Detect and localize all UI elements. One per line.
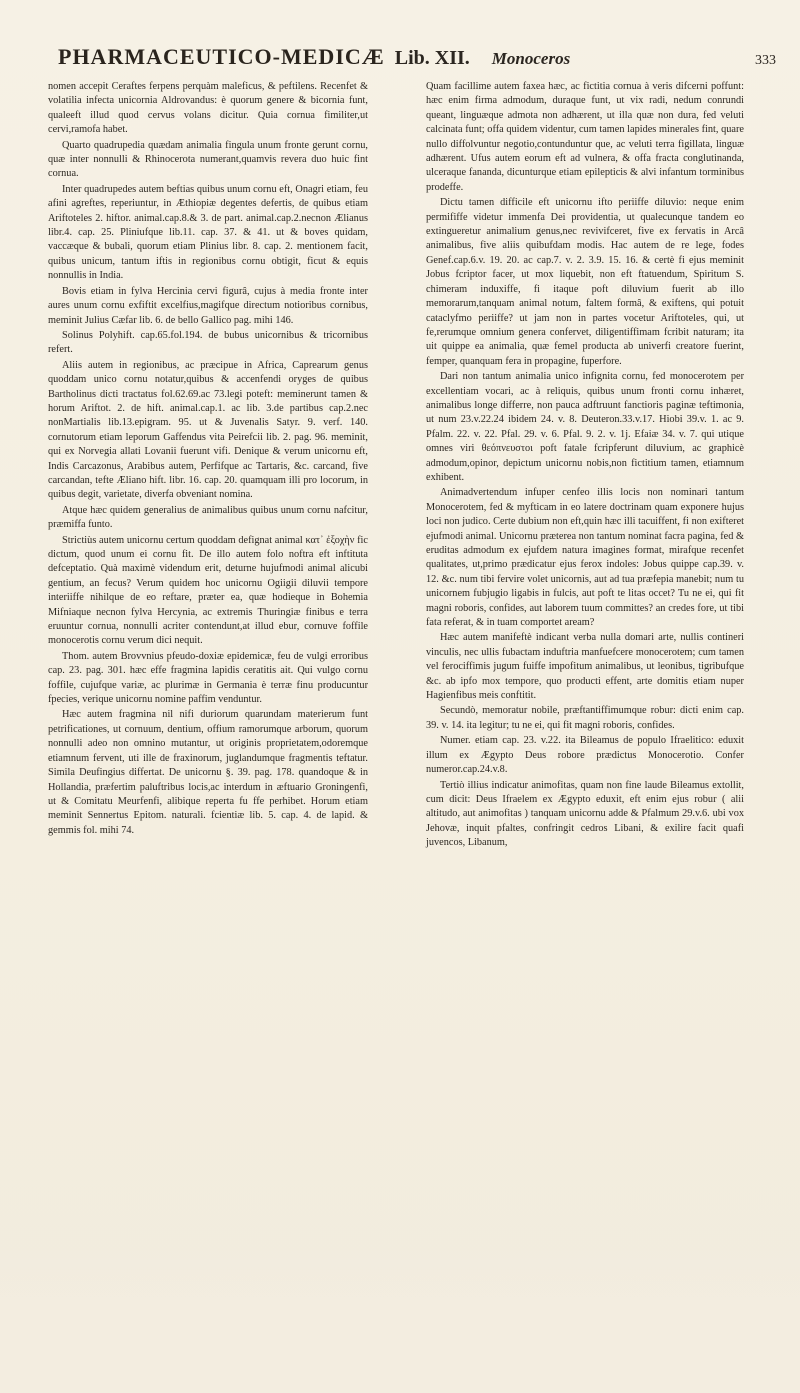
paragraph: Atque hæc quidem generalius de animalibus quibus unum cornu nafcitur, præmiffa funto.	[48, 504, 368, 531]
paragraph: Animadvertendum infuper cenfeo illis locis non nominari tantum Monocerotem, fed & myfticam in eo latere doctrinam quam exponere hujus loci non judico. Certe dubium non eft,quin hæc illi tacuiffent, fi non exifteret ejufmodi animal. Unicornu præterea non tantum nominat facra pagina, fed & eruditas admodum ex ejufdem natura imagines format, mirafque recenfet qualitates, ut,primo prædicatur ejus ferox indoles: Jobus quippe cap.39. v. 12. &c. num tibi fervire volet unicornis, aut ad tua præfepia manebit; num tu unicornem fubjugio ligabis in fulcis, aut poft te litas occet? Tu ne ei, qui fit magni roboris, confides, aut laborem tuum committes? an credes fore, ut tibi fata referat, & in tuam comportet aream?	[426, 487, 744, 629]
running-header	[58, 44, 782, 74]
book-number: Lib. XII.	[394, 47, 470, 69]
right-column	[426, 80, 744, 851]
paragraph: Dari non tantum animalia unico infignita cornu, fed monocerotem per excellentiam vocari, ac à reliquis, quibus unum fronti cornu inhæret, animalibus longe differre, non pauca adftruunt fanctioris paginæ teftimonia, ut num 23.v.22.24 ibidem 24. v. 8. Deuteron.33.v.17. Hiobi 39.v. 1. ac 9. Pfalm. 22. v. 22. Pfal. 29. v. 6. Pfal. 9. 2. v. 1j. Efaiæ 34. v. 7. qui utique omnes viri θεόπνευστοι poft fatale fcripferunt diluvium, ac graphicè admodum,opinor, depictum unicornu nobis,non fictitium tamen, etiamnum exhibent.	[426, 371, 744, 483]
paragraph: Secundò, memoratur nobile, præftantiffimumque robur: dicti enim cap. 39. v. 14. ita legitur; tu ne ei, qui fit magni roboris, confides.	[426, 705, 744, 731]
paragraph: nomen accepit Ceraftes ferpens perquàm maleficus, & peftilens. Recenfet & volatilia infecta unicornia Aldrovandus: è quorum genere & bicornia funt, qualeeft illud quod cervus volans dicitur. Quia cornua fimiliter,ut cervi,ramofa habet.	[48, 81, 368, 136]
paragraph: Inter quadrupedes autem beftias quibus unum cornu eft, Onagri etiam, feu afini agreftes, reperiuntur, in Æthiopiæ degentes defertis, de quibus etiam Ariftoteles 2. hiftor. animal.cap.8.& 3. de part. animal.cap.2.necnon Ælianus libr.4. cap. 25. Pliniufque lib.11. cap. 37. & 41. ut & boves quidam, vaccæque & bubali, quorum etiam Plinius libr. 8. cap. 2. mentionem facit, quibus unicum, tantum iftis in regionibus cornu obtigit, ficut & equis nonnullis in India.	[48, 183, 368, 282]
paragraph: Thom. autem Brovvnius pfeudo-doxiæ epidemicæ, feu de vulgi erroribus cap. 23. pag. 301. hæc effe fragmina lapidis ceratitis ait. Qui vulgo cornu foffile, cujufque variæ, ac plurimæ in Germania è terræ finu producuntur fpecies, verique unicornu nomine paffim venduntur.	[48, 650, 368, 706]
left-column	[48, 80, 368, 838]
paragraph: Bovis etiam in fylva Hercinia cervi figurâ, cujus à media fronte inter aures unum cornu exfiftit excelfius,magifque directum notioribus cornibus, meminit Julius Cæfar lib. 6. de bello Gallico pag. mihi 146.	[48, 285, 368, 326]
blank-page-margin	[0, 1223, 800, 1393]
paragraph: Tertiò illius indicatur animofitas, quam non fine laude Bileamus extollit, cum dicit: Deus Ifraelem ex Ægypto eduxit, eft enim ejus robur ( alii altitudo, aut animofitas ) tanquam unicornu adde & Pfalmum 29.v.6. ubi vox Jehovæ, inquit pfaltes, confringit cedros Libani, & exilire facit quafi juvencos, Libanum,	[426, 779, 744, 849]
topic-heading: Monoceros	[491, 49, 571, 68]
paragraph: Aliis autem in regionibus, ac præcipue in Africa, Caprearum genus quoddam unico cornu notatur,quibus & accenfendi oryges de quibus Bartholinus dicti tractatus fol.62.69.ac 73.legi poteft: meminerunt tamen & horum Ariftot. 2. de hift. animal.cap.1. ac lib. 3.de partibus cap.2.nec nonMartialis lib.13.epigram. 95. ut & Juvenalis Satyr. 9. verf. 140. cornutorum etiam leporum Gaffendus vita Peirefcii lib. 2. pag. 96. meminit, qui ex Norvegia allati Lovanii fuerunt vifi. Denique & verum unicornu eft, Indis Carcazonus, Arabibus autem, Perfifque ac Tartaris, &c. carcand, five carcandan, tefte Æliano hift. libr. 16. cap. 20. quamquam illi pro locorum, in quibus degit, varietate, diverfa obveniant nomina.	[48, 359, 368, 501]
paragraph: Quarto quadrupedia quædam animalia fingula unum fronte gerunt cornu, quæ inter nonnulli & Rhinocerota numerant,quamvis revera duo huic fint cornua.	[48, 139, 368, 180]
page-number: 333	[755, 53, 776, 68]
paragraph: Hæc autem fragmina nil nifi duriorum quarundam materierum funt petrificationes, ut cornuum, dentium, offium ramorumque arborum, quorum nonnulli adeo non omnino mutantur, ut originis proprietatem,odoremque etiamnum fervent, uti ille de fraxinorum, juglandumque fragmentis teftatur. Simila Deufingius differtat. De unicornu §. 39. pag. 178. quandoque & in Hollandia, præfertim paluftribus locis,ac interdum in æftuario Groningenfi, ut & Comitatu Meurfenfi, alibique reperta fu ffe perhibet. Horum etiam meminit Sennertus Epitom. naturali. fcientiæ lib. 5. cap. 4. de lapid. & gemmis fol. mihi 74.	[48, 709, 368, 836]
paragraph: Strictiùs autem unicornu certum quoddam defignat animal κατ᾽ ἐξοχὴν fic dictum, quod unum ei cornu fit. De illo autem folo noftra eft inftituta defceptatio. Quà maximè videndum erit, deturne hujufmodi animal alicubi gentium, an fecus? Verum quidem hoc unicornu Ogiigii diluvii tempore interiiffe nihilque de eo reftare, præter ea, quæ hodieque in Bohemia Mifniaque necnon fylva Hercynia, ac extremis Thuringiæ finibus e terra eruuntur cornua, nonnulli acriter contendunt,at illud ebur, cornuve foffile monocerotis cornu verum dici nequit.	[48, 534, 368, 647]
paragraph: Hæc autem manifeftè indicant verba nulla domari arte, nullis contineri vinculis, nec ullis fubactam induftria manfuefcere monocerotem; cum tamen vel ferociffimis jugum fuiffe impofitum animalibus, ut leonibus, tigribufque &c. ab ipfo mox tempore, quo producti effent, arte domitis etiam nuper Hagienfibus meis conftitit.	[426, 632, 744, 702]
paragraph: Numer. etiam cap. 23. v.22. ita Bileamus de populo Ifraelitico: eduxit illum ex Ægypto Deus robore prædictus Monocerotio. Confer numeror.cap.24.v.8.	[426, 735, 744, 776]
running-title: PHARMACEUTICO-MEDICÆ	[58, 44, 385, 69]
paragraph: Solinus Polyhift. cap.65.fol.194. de bubus unicornibus & tricornibus refert.	[48, 329, 368, 356]
paragraph: Dictu tamen difficile eft unicornu ifto periiffe diluvio: neque enim permififfe videtur immenfa Dei providentia, ut qualecunque tandem eo extingueretur animalium genus,nec revivifceret, five ex fervatis in Arcâ animalibus, five aliis quibufdam modis. Hac autem de re lege, fodes Genef.cap.6.v. 19. 20. ac cap.7. v. 2. 3.9. 15. 16. & certè fi ejus meminit Jobus fcriptor facer, ut mox liquebit, non eft ftatuendum, Spiritum S. chimeram induxiffe, fi itaque poft diluvium fuerit ab illo memorarum,tanquam animal notum, faltem formâ, & exiftens, qui potuit cataclyfmo periiffe? ut jam non in partes vocetur Ariftoteles, qui, ut fe,rerumque omnium genera confervet, diligentiffimam fcribit naturam; ita uit quippe ea animalia, quæ femel producta ab univerfi creatore fuerint, femper, quanquam fera in propagine, fuperfore.	[426, 197, 744, 367]
paragraph: Quam facillime autem faxea hæc, ac fictitia cornua à veris difcerni poffunt: hæc enim firma admodum, duraque funt, ut vix radi, nedum conrundi queant, linguæque admota non adhærent, ut illa quæ non dura, fed veluti calcinata funt; offa quidem videntur, cum tamen lapides minerales fint, quare nullo diffolvuntur negotio,contunduntur que, ac veluti terra figillata, linguæ adhærent. Ufus autem eorum eft ad vulnera, & offa fracta conglutinanda, ulceraque fananda, dicunturque etiam epilepticis & alvi infantum torminibus prodeffe.	[426, 81, 744, 193]
